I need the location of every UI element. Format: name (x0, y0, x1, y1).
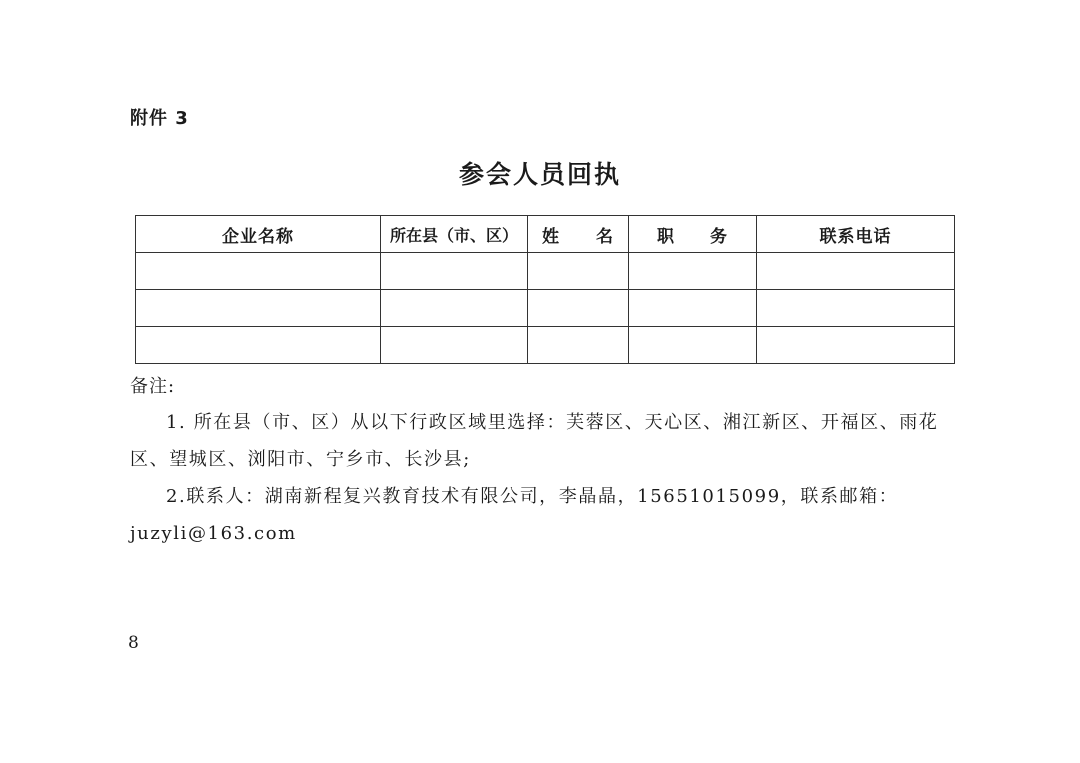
table-cell (136, 327, 381, 364)
table-row (136, 327, 955, 364)
header-name-char-1: 姓 (542, 226, 560, 247)
note-item-districts: 1. 所在县（市、区）从以下行政区域里选择：芙蓉区、天心区、湘江新区、开福区、雨花区、望城区、浏阳市、宁乡市、长沙县; (130, 412, 939, 470)
table-cell (629, 327, 757, 364)
header-name (528, 216, 629, 253)
page-number: 8 (128, 633, 139, 653)
document-title: 参会人员回执 (458, 160, 621, 189)
table-cell (381, 290, 528, 327)
table-header-row (136, 216, 955, 253)
table-cell (528, 253, 629, 290)
attachment-label: 附件 3 (130, 108, 189, 129)
table-cell (629, 290, 757, 327)
header-position-char-2: 务 (710, 226, 728, 247)
table-cell (757, 253, 955, 290)
table-cell (381, 327, 528, 364)
header-county: 所在县（市、区） (381, 216, 528, 253)
header-company-name: 企业名称 (136, 216, 381, 253)
header-name-char-2: 名 (596, 226, 614, 247)
header-position-char-1: 职 (657, 226, 675, 247)
table-cell (528, 290, 629, 327)
table-cell (528, 327, 629, 364)
notes-heading: 备注: (130, 376, 176, 397)
table-row (136, 253, 955, 290)
table-cell (381, 253, 528, 290)
note-item-contact: 2.联系人：湖南新程复兴教育技术有限公司，李晶晶，15651015099，联系邮箱：juzyli@163.com (130, 486, 899, 544)
header-phone: 联系电话 (757, 216, 955, 253)
header-position (629, 216, 757, 253)
table-cell (629, 253, 757, 290)
table-row (136, 290, 955, 327)
table-cell (757, 290, 955, 327)
attendee-receipt-table (135, 215, 955, 364)
table-cell (136, 290, 381, 327)
table-cell (757, 327, 955, 364)
table-cell (136, 253, 381, 290)
